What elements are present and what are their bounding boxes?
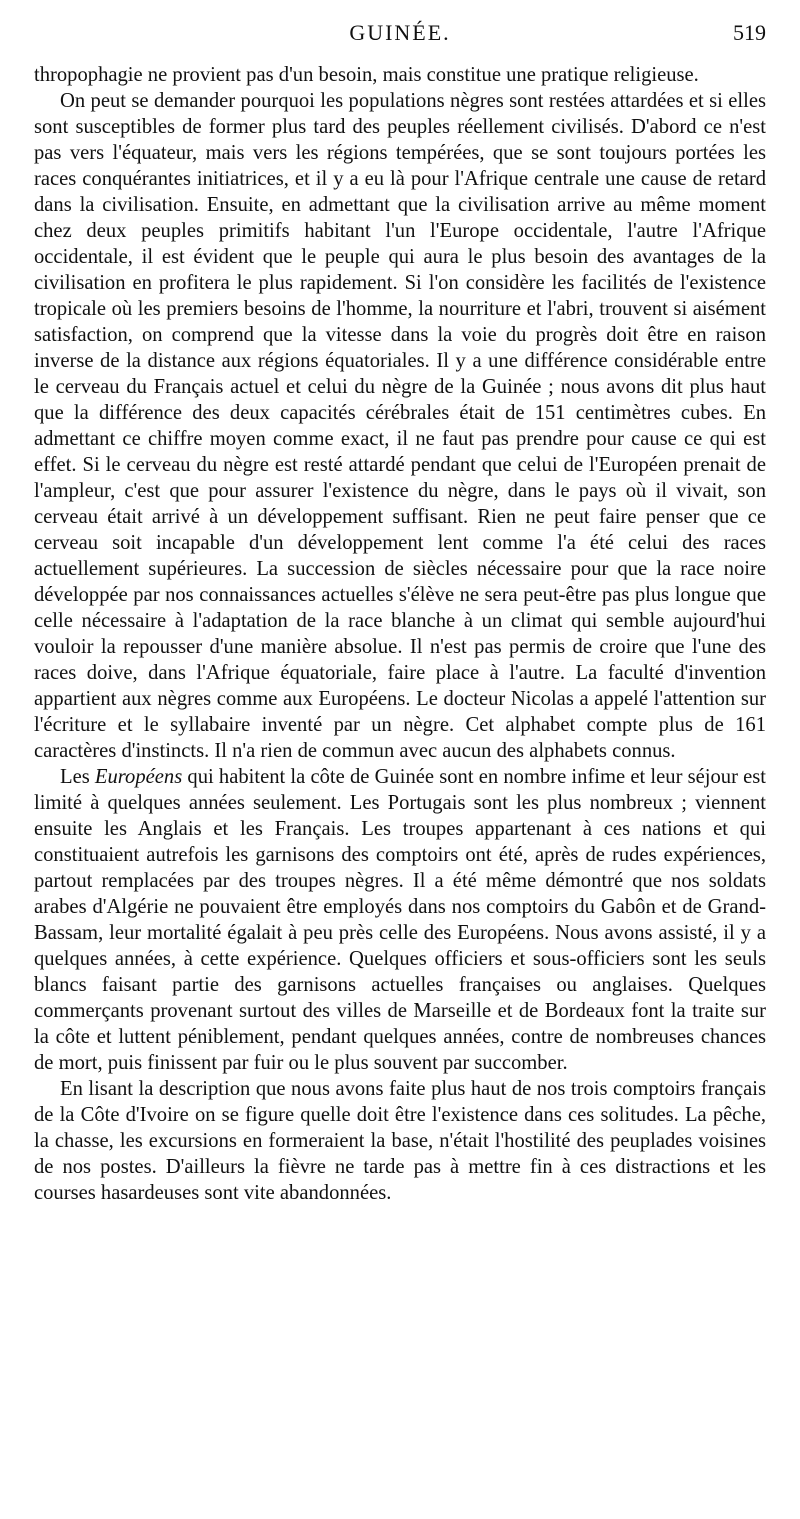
paragraph-lead: Les [60, 766, 95, 788]
page-header [34, 20, 766, 50]
paragraph-continuation: thropophagie ne provient pas d'un besoin, mais constitue une pratique religieuse. [34, 64, 699, 86]
page-number: 519 [733, 20, 766, 45]
paragraph-europeens [34, 764, 766, 1076]
paragraph-rest: qui habitent la côte de Guinée sont en nombre infime et leur séjour est limité à quelques années seulement. Les Portugais sont les plus nombreux ; viennent ensuite les Anglais et les Français. Les troupes appartenant à ces nations et qui constituaient autrefois les garnisons des comptoirs ont été, après de rudes expériences, partout remplacées par des troupes nègres. Il a été même démontré que nos soldats arabes d'Algérie ne pouvaient être employés dans nos comptoirs du Gabôn et de Grand-Bassam, leur mortalité égalait à peu près celle des Européens. Nous avons assisté, il y a quelques années, à cette expérience. Quelques officiers et sous-officiers sont les seuls blancs faisant partie des garnisons actuelles françaises ou anglaises. Quelques commerçants provenant surtout des villes de Marseille et de Bordeaux font la traite sur la côte et luttent péniblement, pendant quelques années, contre de nombreuses chances de mort, puis finissent par fuir ou le plus souvent par succomber. [34, 766, 766, 1074]
italic-term: Européens [94, 766, 183, 788]
running-title: GUINÉE. [349, 20, 451, 45]
paragraph-civilisation: On peut se demander pourquoi les populations nègres sont restées attardées et si elles sont susceptibles de former plus tard des peuples réellement civilisés. D'abord ce n'est pas vers l'équateur, mais vers les régions tempérées, que se sont toujours portées les races conquérantes initiatrices, et il y a eu là pour l'Afrique centrale une cause de retard dans la civilisation. Ensuite, en admettant que la civilisation arrive au même moment chez deux peuples primitifs habitant l'un l'Europe occidentale, l'autre l'Afrique occidentale, il est évident que le peuple qui aura le plus besoin des avantages de la civilisation en profitera le plus rapidement. Si l'on considère les facilités de l'existence tropicale où les premiers besoins de l'homme, la nourriture et l'abri, trouvent si aisément satisfaction, on comprend que la vitesse dans la voie du progrès doit être en raison inverse de la distance aux régions équatoriales. Il y a une différence considérable entre le cerveau du Français actuel et celui du nègre de la Guinée ; nous avons dit plus haut que la différence des deux capacités cérébrales était de 151 centimètres cubes. En admettant ce chiffre moyen comme exact, il ne faut pas prendre pour cause ce qui est effet. Si le cerveau du nègre est resté attardé pendant que celui de l'Européen prenait de l'ampleur, c'est que pour assurer l'existence du nègre, dans le pays où il vivait, son cerveau était arrivé à un développement suffisant. Rien ne peut faire penser que ce cerveau soit incapable d'un développement lent comme l'a été celui des races actuellement supérieures. La succession de siècles nécessaire pour que la race noire développée par nos connaissances actuelles s'élève ne sera peut-être pas plus longue que celle nécessaire à l'adaptation de la race blanche à un climat qui semble aujourd'hui vouloir la repousser d'une manière absolue. Il n'est pas permis de croire que l'une des races doive, dans l'Afrique équatoriale, faire place à l'autre. La faculté d'invention appartient aux nègres comme aux Européens. Le docteur Nicolas a appelé l'attention sur l'écriture et le syllabaire inventé par un nègre. Cet alphabet compte plus de 161 caractères d'instincts. Il n'a rien de commun avec aucun des alphabets connus. [34, 90, 766, 762]
body-text [34, 62, 766, 1206]
paragraph-cote-ivoire: En lisant la description que nous avons faite plus haut de nos trois comptoirs français de la Côte d'Ivoire on se figure quelle doit être l'existence dans ces solitudes. La pêche, la chasse, les excursions en formeraient la base, n'était l'hostilité des peuplades voisines de nos postes. D'ailleurs la fièvre ne tarde pas à mettre fin à ces distractions et les courses hasardeuses sont vite abandonnées. [34, 1078, 766, 1204]
